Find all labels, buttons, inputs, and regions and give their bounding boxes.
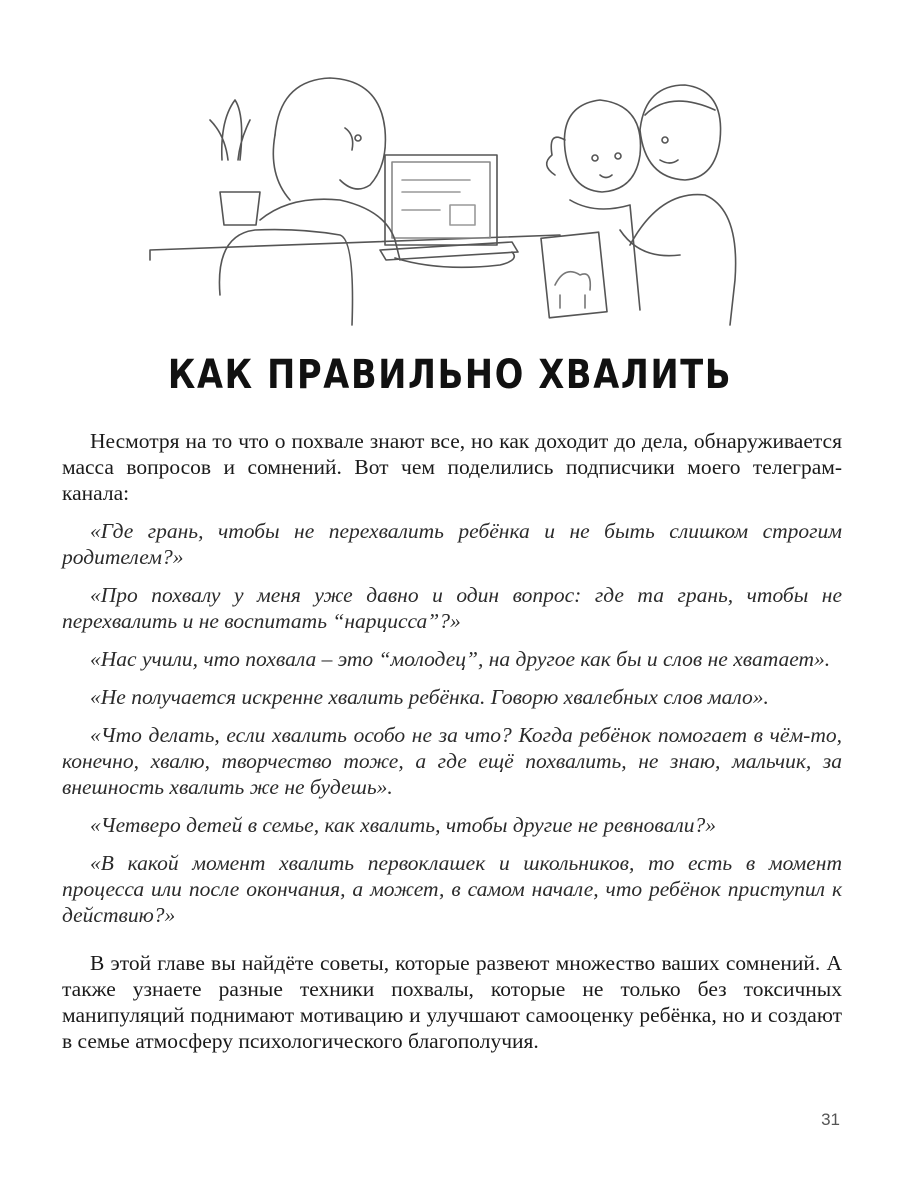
- quote-2: «Про похвалу у меня уже давно и один вопрос: где та грань, чтобы не перехвалить и не воспитать “нарцисса”?»: [62, 583, 842, 633]
- mother-children-sketch: [140, 60, 780, 335]
- intro-paragraph: Несмотря на то что о похвале знают все, но как доходит до дела, обнаруживается масса вопросов и сомнений. Вот чем поделились подписчики моего телеграм-канала:: [62, 429, 842, 505]
- chapter-illustration: [140, 60, 780, 335]
- quote-4: «Не получается искренне хвалить ребёнка. Говорю хвалебных слов мало».: [90, 685, 769, 709]
- closing-paragraph: В этой главе вы найдёте советы, которые развеют множество ваших сомнений. А также узнаете разные техники похвалы, которые не только без токсичных манипуляций поднимают мотивацию и улучшают самооценку ребёнка, но и создают в семье атмосферу психологического благополучия.: [62, 951, 842, 1053]
- quote-5: «Что делать, если хвалить особо не за что? Когда ребёнок помогает в чём-то, конечно, хвалю, творчество тоже, а где ещё похвалить, не знаю, мальчик, за внешность хвалить же не будешь».: [62, 723, 842, 799]
- quote-6: «Четверо детей в семье, как хвалить, чтобы другие не ревновали?»: [90, 813, 716, 837]
- quote-1: «Где грань, чтобы не перехвалить ребёнка и не быть слишком строгим родителем?»: [62, 519, 842, 569]
- chapter-title: КАК ПРАВИЛЬНО ХВАЛИТЬ: [167, 352, 733, 398]
- quote-3: «Нас учили, что похвала – это “молодец”, на другое как бы и слов не хватает».: [90, 647, 831, 671]
- quote-7: «В какой момент хвалить первоклашек и школьников, то есть в момент процесса или после окончания, а может, в самом начале, что ребёнок приступил к действию?»: [62, 851, 842, 927]
- body-text: [62, 428, 842, 1054]
- page-number: 31: [821, 1110, 840, 1129]
- paragraph-gap: [62, 928, 842, 950]
